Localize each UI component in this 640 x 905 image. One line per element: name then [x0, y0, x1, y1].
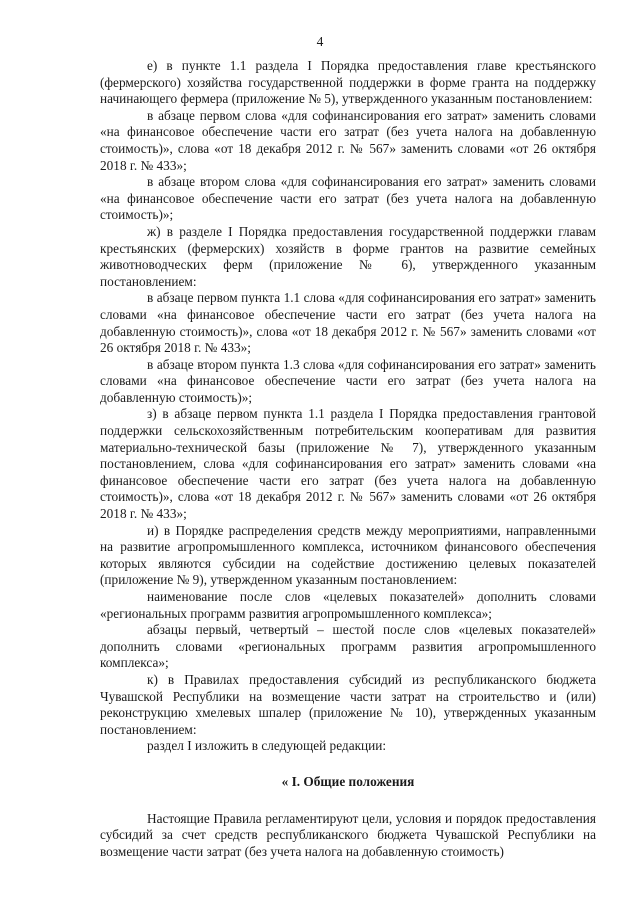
page-number: 4: [316, 34, 324, 49]
paragraph-i-name: наименование после слов «целевых показателей» дополнить словами «региональных программ развития агропромышленного комплекса»;: [100, 589, 596, 621]
paragraph-zh-first-abzac: в абзаце первом пункта 1.1 слова «для софинансирования его затрат» заменить словами «на финансовое обеспечение части его затрат (без учета налога на добавленную стоимость)», слова «от 18 декабря 2012 г. № 567» заменить словами «от 26 октября 2018 г. № 433»;: [100, 290, 596, 356]
section-heading: « I. Общие положения: [281, 773, 415, 789]
paragraph-zh: ж) в разделе I Порядка предоставления государственной поддержки главам крестьянских (фермерских) хозяйств в форме грантов на развитие семейных животноводческих ферм (приложение № 6), утвержденного указанным постановлением:: [100, 223, 596, 289]
paragraph-k: к) в Правилах предоставления субсидий из республиканского бюджета Чувашской Республики на возмещение части затрат на строительство и (или) реконструкцию хмелевых шпалер (приложение № 10), утвержденных указанным постановлением:: [100, 671, 596, 737]
paragraph-i: и) в Порядке распределения средств между мероприятиями, направленными на развитие агропромышленного комплекса, источником финансового обеспечения которых являются субсидии на содействие достижению целевых показателей (приложение № 9), утвержденном указанным постановлением:: [100, 522, 596, 588]
paragraph-z: з) в абзаце первом пункта 1.1 раздела I Порядка предоставления грантовой поддержки сельскохозяйственным потребительским кооперативам для развития материально-технической базы (приложение № 7), утвержденного указанным постановлением, слова «для софинансирования его затрат» заменить словами «на финансовое обеспечение части его затрат (без учета налога на добавленную стоимость)», слова «от 18 декабря 2012 г. № 567» заменить словами «от 26 октября 2018 г. № 433»;: [100, 406, 596, 522]
paragraph-zh-second-abzac: в абзаце втором пункта 1.3 слова «для софинансирования его затрат» заменить словами «на финансовое обеспечение части его затрат (без учета налога на добавленную стоимость)»;: [100, 356, 596, 405]
paragraph-e: е) в пункте 1.1 раздела I Порядка предоставления главе крестьянского (фермерского) хозяйства государственной поддержки в форме гранта на поддержку начинающего фермера (приложение № 5), утвержденного указанным постановлением:: [100, 58, 596, 107]
paragraph-i-abzacs: абзацы первый, четвертый – шестой после слов «целевых показателей» дополнить словами «региональных программ развития агропромышленного комплекса»;: [100, 622, 596, 671]
paragraph-e-first-abzac: в абзаце первом слова «для софинансирования его затрат» заменить словами «на финансовое обеспечение части его затрат (без учета налога на добавленную стоимость)», слова «от 18 декабря 2012 г. № 567» заменить словами «от 26 октября 2018 г. № 433»;: [100, 107, 596, 173]
document-body: [100, 58, 596, 860]
paragraph-e-second-abzac: в абзаце втором слова «для софинансирования его затрат» заменить словами «на финансовое обеспечение части его затрат (без учета налога на добавленную стоимость)»;: [100, 174, 596, 223]
paragraph-k-section: раздел I изложить в следующей редакции:: [147, 738, 387, 754]
closing-paragraph: Настоящие Правила регламентируют цели, условия и порядок предоставления субсидий за счет средств республиканского бюджета Чувашской Республики на возмещение части затрат (без учета налога на добавленную стоимость): [100, 810, 596, 859]
